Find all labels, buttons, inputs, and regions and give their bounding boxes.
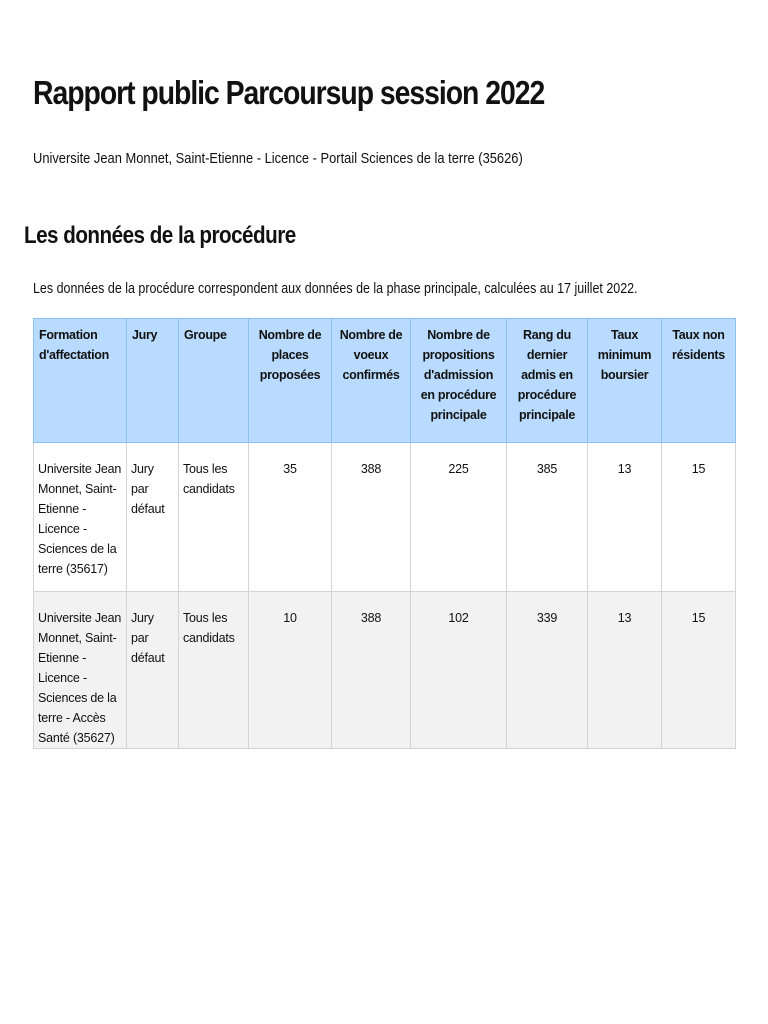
header-formation: Formation d'affectation [34, 319, 127, 443]
header-voeux: Nombre de voeux confirmés [332, 319, 411, 443]
header-jury: Jury [127, 319, 179, 443]
cell-jury: Jury par défaut [127, 592, 179, 749]
cell-propositions: 102 [411, 592, 507, 749]
cell-taux-boursier: 13 [588, 443, 662, 592]
table-row [34, 592, 736, 749]
cell-jury: Jury par défaut [127, 443, 179, 592]
section-heading: Les données de la procédure [24, 222, 296, 249]
cell-taux-non-residents: 15 [662, 592, 736, 749]
cell-places: 10 [249, 592, 332, 749]
procedure-table [33, 318, 736, 749]
cell-rang: 385 [507, 443, 588, 592]
header-places: Nombre de places proposées [249, 319, 332, 443]
header-taux-non-residents: Taux non résidents [662, 319, 736, 443]
cell-formation: Universite Jean Monnet, Saint-Etienne - Licence - Sciences de la terre (35617) [34, 443, 127, 592]
cell-places: 35 [249, 443, 332, 592]
page-title: Rapport public Parcoursup session 2022 [33, 74, 545, 111]
cell-rang: 339 [507, 592, 588, 749]
table-row [34, 443, 736, 592]
header-rang: Rang du dernier admis en procédure principale [507, 319, 588, 443]
cell-groupe: Tous les candidats [179, 443, 249, 592]
cell-taux-non-residents: 15 [662, 443, 736, 592]
cell-voeux: 388 [332, 592, 411, 749]
section-intro: Les données de la procédure correspondent aux données de la phase principale, calculées au 17 juillet 2022. [33, 281, 638, 297]
header-groupe: Groupe [179, 319, 249, 443]
cell-voeux: 388 [332, 443, 411, 592]
cell-taux-boursier: 13 [588, 592, 662, 749]
formation-subtitle: Universite Jean Monnet, Saint-Etienne - Licence - Portail Sciences de la terre (35626) [33, 150, 523, 167]
cell-groupe: Tous les candidats [179, 592, 249, 749]
header-propositions: Nombre de propositions d'admission en procédure principale [411, 319, 507, 443]
cell-propositions: 225 [411, 443, 507, 592]
cell-formation: Universite Jean Monnet, Saint-Etienne - Licence - Sciences de la terre - Accès Santé (35627) [34, 592, 127, 749]
table-header-row [34, 319, 736, 443]
header-taux-boursier: Taux minimum boursier [588, 319, 662, 443]
